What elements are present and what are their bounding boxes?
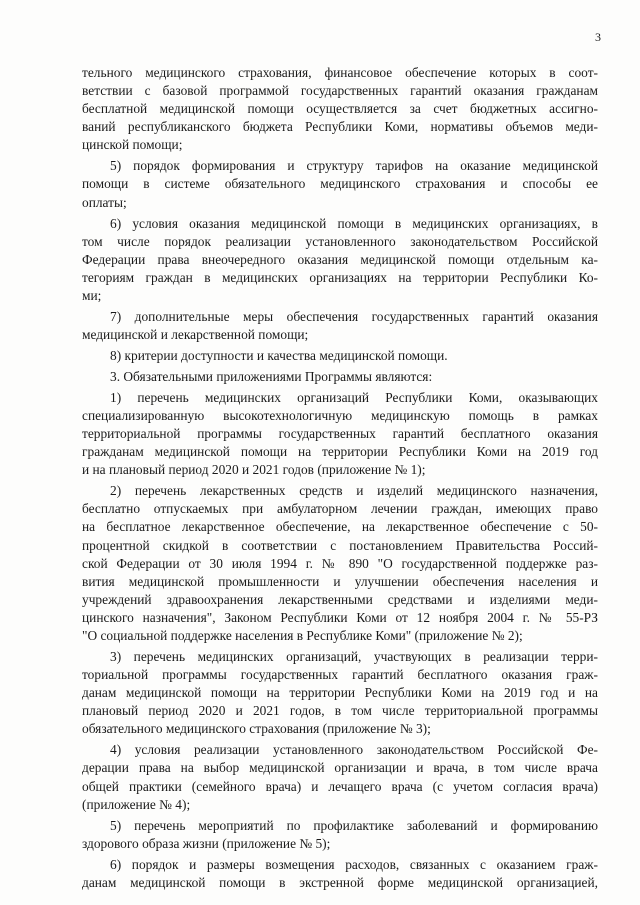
body-text [82,64,598,892]
text-line: учреждений здравоохранения лекарственными средствами и изделиями меди- [82,591,598,607]
page-number: 3 [595,30,601,44]
text-line: 5) перечень мероприятий по профилактике заболеваний и формированию [110,817,598,833]
text-line: (приложение № 4); [82,796,191,812]
text-line: ветствии с базовой программой государственных гарантий оказания гражданам [82,83,598,99]
text-line: ториальной программы государственных гарантий бесплатного оказания граж- [82,667,598,683]
text-line: ми; [82,287,102,303]
text-line: 8) критерии доступности и качества медицинской помощи. [110,347,448,363]
text-line: помощи в системе обязательного медицинского страхования и способы ее [82,176,598,192]
text-line: 4) условия реализации установленного законодательством Российской Фе- [110,742,598,758]
text-line: специализированную высокотехнологичную медицинскую помощь в рамках [82,408,598,424]
text-line: территориальной программы государственных гарантий бесплатного оказания [82,426,598,442]
text-line: 2) перечень лекарственных средств и изделий медицинского назначения, [110,483,598,499]
text-line: обязательного медицинского страхования (приложение № 3); [82,721,431,737]
text-line: цинского назначения", Законом Республики Коми от 12 ноября 2004 г. № 55-РЗ [82,609,598,625]
text-line: данам медицинской помощи в экстренной форме медицинской организацией, [82,874,598,890]
text-line: 1) перечень медицинских организаций Республики Коми, оказывающих [110,389,598,405]
text-line: 6) условия оказания медицинской помощи в медицинских организациях, в [110,215,598,231]
text-line: ваний республиканского бюджета Республики Коми, нормативы объемов меди- [82,119,598,135]
text-line: цинской помощи; [82,137,183,153]
text-line: бесплатной медицинской помощи осуществляется за счет бюджетных ассигно- [82,101,598,117]
text-line: 5) порядок формирования и структуру тарифов на оказание медицинской [110,158,598,174]
text-line: медицинской и лекарственной помощи; [82,326,309,342]
text-line: 3. Обязательными приложениями Программы являются: [110,368,433,384]
text-line: тельного медицинского страхования, финансовое обеспечение которых в соот- [82,65,598,80]
text-line: Федерации права внеочередного оказания медицинской помощи отдельным ка- [82,251,598,267]
text-line: ской Федерации от 30 июля 1994 г. № 890 "О государственной поддержке раз- [82,555,598,571]
text-line: плановый период 2020 и 2021 годов, в том числе территориальной программы [82,703,598,719]
text-line: бесплатно отпускаемых при амбулаторном лечении граждан, имеющих право [82,501,598,517]
text-line: гражданам медицинской помощи на территории Республики Коми на 2019 год [82,444,598,460]
text-line: "О социальной поддержке населения в Республике Коми" (приложение № 2); [82,628,523,644]
text-line: оплаты; [82,194,127,210]
text-line: 6) порядок и размеры возмещения расходов, связанных с оказанием граж- [110,856,598,872]
text-line: тегориям граждан в медицинских организациях на территории Республики Ко- [82,269,598,285]
text-line: дерации права на выбор медицинской организации и врача, в том числе врача [82,760,598,776]
text-line: процентной скидкой в соответствии с постановлением Правительства Россий- [82,537,598,553]
text-line: на бесплатное лекарственное обеспечение, на лекарственное обеспечение с 50- [82,519,598,535]
text-line: и на плановый период 2020 и 2021 годов (приложение № 1); [82,462,426,478]
text-line: 3) перечень медицинских организаций, участвующих в реализации терри- [110,649,598,665]
text-line: 7) дополнительные меры обеспечения государственных гарантий оказания [110,308,598,324]
text-line: общей практики (семейного врача) и лечащего врача (с учетом согласия врача) [82,778,598,794]
text-line: том числе порядок реализации установленного законодательством Российской [82,233,598,249]
text-line: данам медицинской помощи на территории Республики Коми на 2019 год и на [82,685,598,701]
text-line: вития медицинской промышленности и улучшении обеспечения населения и [82,573,598,589]
text-line: здорового образа жизни (приложение № 5); [82,835,331,851]
